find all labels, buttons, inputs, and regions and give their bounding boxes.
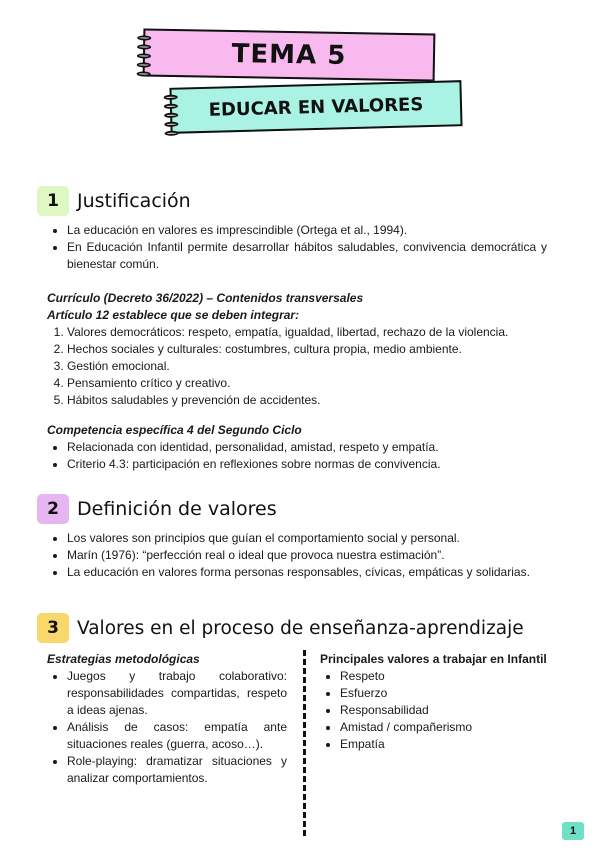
list-item: 4. Pensamiento crítico y creativo. xyxy=(67,375,547,392)
curriculum-block xyxy=(47,290,547,409)
list-item: • Responsabilidad xyxy=(340,702,560,719)
competencia-heading: Competencia específica 4 del Segundo Ciclo xyxy=(47,423,302,437)
page-title: TEMA 5 xyxy=(231,39,347,71)
section-1-heading xyxy=(37,186,191,216)
list-item: 2. Hechos sociales y culturales: costumbres, cultura propia, medio ambiente. xyxy=(67,341,547,358)
strategies-column xyxy=(47,651,287,787)
section-title: Valores en el proceso de enseñanza-aprendizaje xyxy=(77,617,524,639)
spiral-binding-icon xyxy=(137,35,152,76)
section-number-badge: 3 xyxy=(37,613,69,643)
curriculum-heading: Currículo (Decreto 36/2022) – Contenidos transversales xyxy=(47,291,364,305)
title-banner xyxy=(143,28,436,81)
section-3-heading xyxy=(37,613,524,643)
list-item: • Esfuerzo xyxy=(340,685,560,702)
list-item: • Relacionada con identidad, personalidad, amistad, respeto y empatía. xyxy=(67,439,547,456)
page-number-badge: 1 xyxy=(562,822,584,840)
section-title: Justificación xyxy=(77,190,191,212)
list-item: • Juegos y trabajo colaborativo: responsabilidades compartidas, respeto a ideas ajenas. xyxy=(67,668,287,719)
list-item: • Amistad / compañerismo xyxy=(340,719,560,736)
list-item: • Marín (1976): “perfección real o ideal que provoca nuestra estimación”. xyxy=(67,547,547,564)
section-number-badge: 1 xyxy=(37,186,69,216)
list-item: • La educación en valores forma personas responsables, cívicas, empáticas y solidarias. xyxy=(67,564,547,581)
section-title: Definición de valores xyxy=(77,498,277,520)
strategies-heading: Estrategias metodológicas xyxy=(47,652,200,666)
list-item: 1. Valores democráticos: respeto, empatía, igualdad, libertad, rechazo de la violencia. xyxy=(67,324,547,341)
list-item: 5. Hábitos saludables y prevención de accidentes. xyxy=(67,392,547,409)
values-column xyxy=(320,651,560,753)
subtitle-banner xyxy=(169,80,462,134)
page-subtitle: EDUCAR EN VALORES xyxy=(208,93,424,121)
list-item: • Empatía xyxy=(340,736,560,753)
curriculum-subheading: Artículo 12 establece que se deben integrar: xyxy=(47,308,300,322)
list-item: 3. Gestión emocional. xyxy=(67,358,547,375)
values-heading: Principales valores a trabajar en Infantil xyxy=(320,652,547,666)
section-number-badge: 2 xyxy=(37,494,69,524)
column-divider xyxy=(303,650,306,836)
section-2-bullets xyxy=(47,530,547,581)
list-item: • En Educación Infantil permite desarrollar hábitos saludables, convivencia democrática y bienestar común. xyxy=(67,239,547,273)
competencia-block xyxy=(47,422,547,473)
list-item: • La educación en valores es imprescindible (Ortega et al., 1994). xyxy=(67,222,547,239)
section-2-heading xyxy=(37,494,277,524)
list-item: • Análisis de casos: empatía ante situaciones reales (guerra, acoso…). xyxy=(67,719,287,753)
list-item: • Criterio 4.3: participación en reflexiones sobre normas de convivencia. xyxy=(67,456,547,473)
list-item: • Role-playing: dramatizar situaciones y analizar comportamientos. xyxy=(67,753,287,787)
section-1-bullets xyxy=(47,222,547,273)
list-item: • Los valores son principios que guían el comportamiento social y personal. xyxy=(67,530,547,547)
spiral-binding-icon xyxy=(164,95,179,136)
list-item: • Respeto xyxy=(340,668,560,685)
